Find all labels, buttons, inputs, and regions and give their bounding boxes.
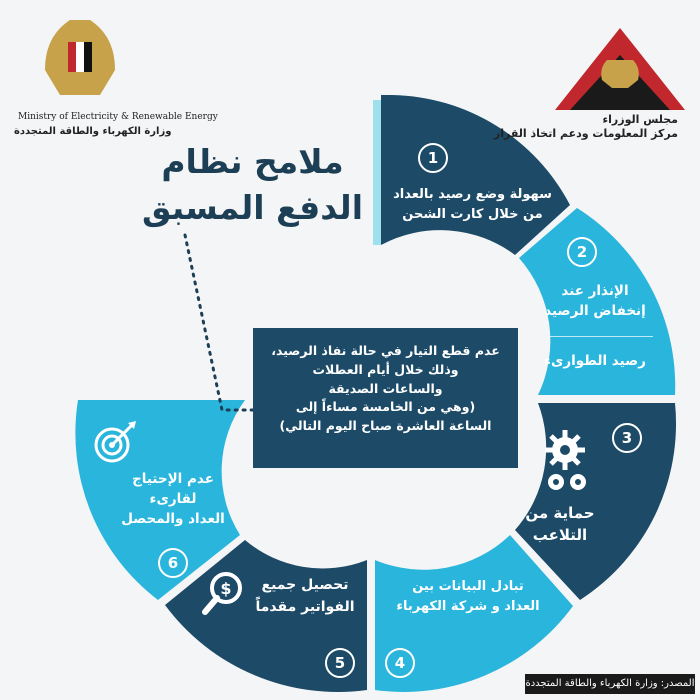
segment-5-label-2: الفواتير مقدماً <box>255 599 355 615</box>
segment-6-number: 6 <box>158 548 188 578</box>
segment-1-number: 1 <box>418 143 448 173</box>
segment-6-label-1: عدم الإحتياج <box>132 471 214 487</box>
title-line-2: الدفع المسبق <box>141 188 364 227</box>
segment-3-label-2: التلاعب <box>532 526 588 544</box>
segment-6-label-2: لقارىء <box>149 491 197 507</box>
segment-4-label-1: تبادل البيانات بين <box>412 579 524 594</box>
center-line-4: (وهي من الخامسة مساءاً إلى <box>295 399 476 415</box>
segment-3-label-1: حماية من <box>525 504 595 522</box>
ministry-name-en: Ministry of Electricity & Renewable Energy <box>18 112 218 122</box>
segment-4-label-2: العداد و شركة الكهرباء <box>396 599 540 614</box>
segment-2-label-1: الإنذار عند <box>561 283 629 299</box>
segment-5-label-1: تحصيل جميع <box>261 577 349 593</box>
center-note-box <box>253 328 518 468</box>
segment-6-label-3: العداد والمحصل <box>121 511 225 527</box>
segment-5-number: 5 <box>325 648 355 678</box>
segment-1-label-1: سهولة وضع رصيد بالعداد <box>393 187 552 202</box>
title-line-1: ملامح نظام <box>161 142 344 181</box>
egypt-eagle-logo-left <box>45 20 115 95</box>
segment-2-label-3: رصيد الطوارىء <box>544 353 646 369</box>
segment-1 <box>381 95 570 255</box>
dotted-connector <box>185 235 253 410</box>
ministry-name-ar: وزارة الكهرباء والطاقة المتجددة <box>14 126 172 137</box>
center-line-1: عدم قطع التيار في حالة نفاذ الرصيد، <box>271 343 500 358</box>
idsc-logo-right <box>555 28 685 110</box>
cabinet-name: مجلس الوزراء <box>602 113 678 126</box>
center-line-3: والساعات الصديقة <box>328 380 443 396</box>
segment-2-number: 2 <box>567 237 597 267</box>
segment-3-number: 3 <box>612 423 642 453</box>
center-line-5: الساعة العاشرة صباح اليوم التالي) <box>279 418 492 433</box>
source-footer: المصدر: وزارة الكهرباء والطاقة المتجددة <box>525 674 695 694</box>
center-line-2: وذلك خلال أيام العطلات <box>312 361 459 377</box>
segment-1-label-2: من خلال كارت الشحن <box>402 207 543 222</box>
svg-text:$: $ <box>220 579 232 598</box>
idsc-name: مركز المعلومات ودعم اتخاذ القرار <box>493 127 678 140</box>
segment-4-number: 4 <box>385 648 415 678</box>
segment-2-label-2: إنخفاض الرصيد <box>544 303 646 319</box>
segment-2-divider <box>548 336 653 337</box>
